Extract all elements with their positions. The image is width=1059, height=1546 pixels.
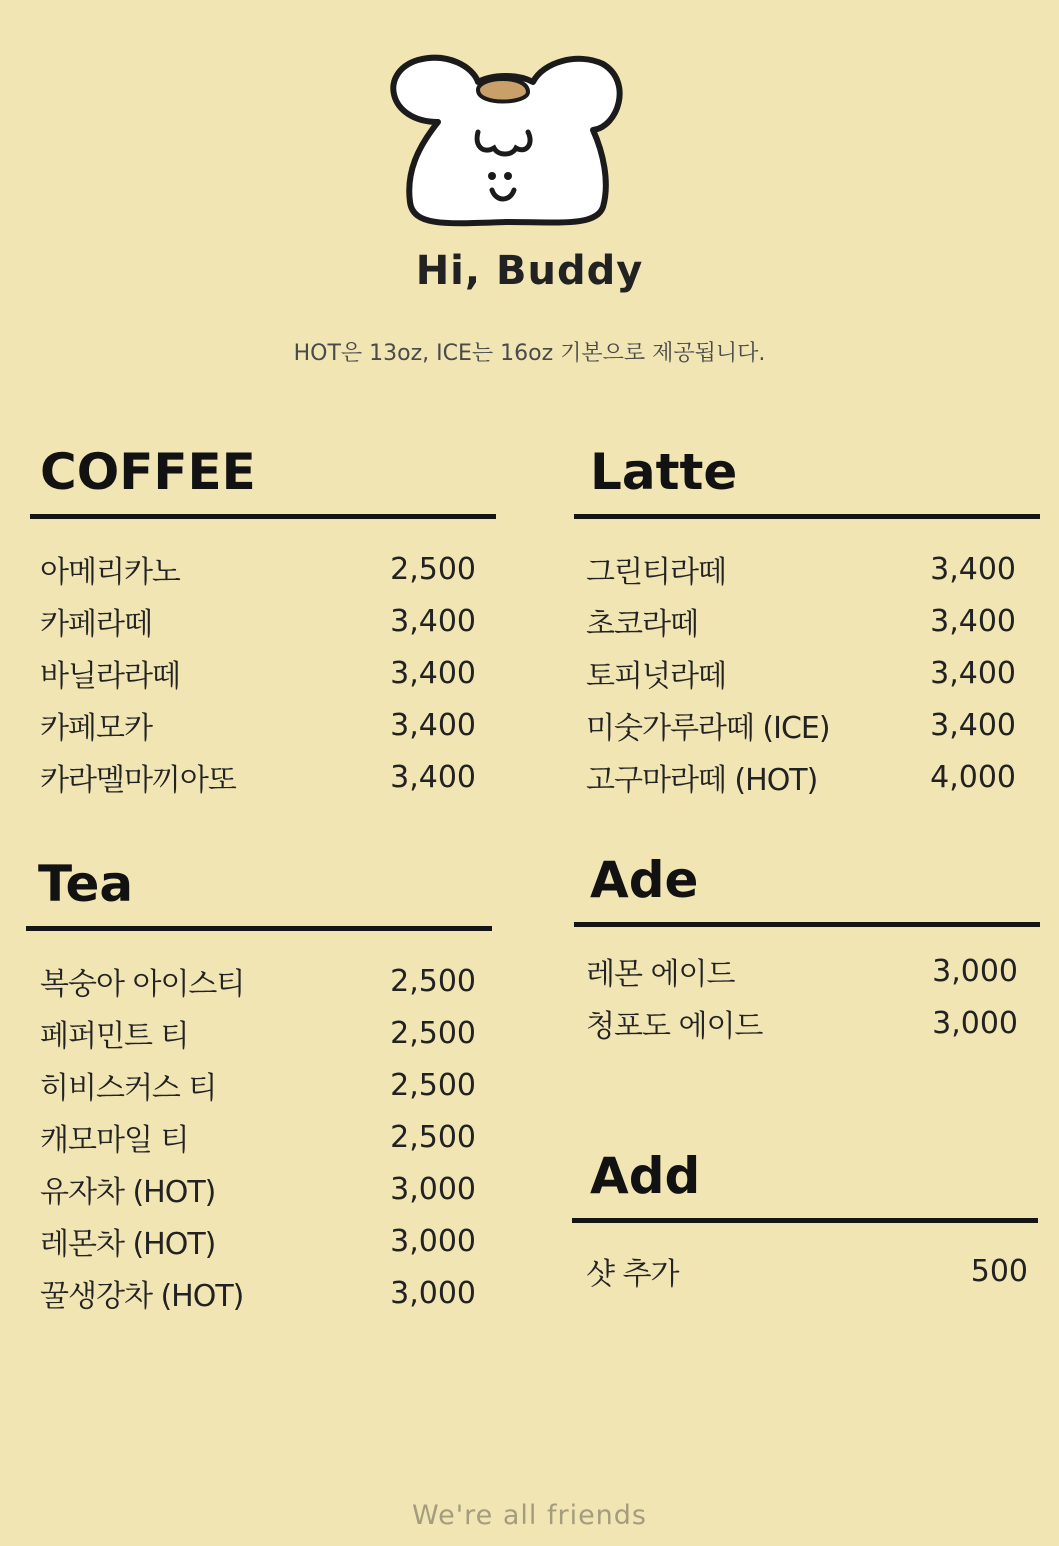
tea-divider: [26, 926, 492, 931]
add-section: [572, 1144, 1038, 1297]
size-notice: HOT은 13oz, ICE는 16oz 기본으로 제공됩니다.: [293, 341, 766, 366]
menu-item: [40, 1059, 476, 1111]
tea-item-list: [26, 955, 492, 1319]
ade-section: [574, 848, 1040, 1049]
add-divider: [572, 1218, 1038, 1223]
menu-item: [586, 595, 1016, 647]
latte-section-title: Latte: [590, 443, 738, 501]
menu-item-name: 고구마라떼 (HOT): [586, 763, 818, 798]
menu-item-name: 샷 추가: [586, 1257, 679, 1292]
menu-item: [40, 1215, 476, 1267]
menu-item-price: 2,500: [390, 963, 476, 999]
menu-item: [586, 945, 1018, 997]
footer-tagline: We're all friends: [411, 1500, 648, 1531]
menu-item-name: 카라멜마끼아또: [40, 763, 236, 798]
add-item-list: [572, 1245, 1038, 1297]
menu-item-name: 레몬 에이드: [586, 957, 735, 992]
menu-item-price: 2,500: [390, 1015, 476, 1051]
bear-logo-icon: [378, 52, 634, 234]
menu-item: [40, 1267, 476, 1319]
menu-item: [586, 997, 1018, 1049]
menu-item: [40, 595, 476, 647]
menu-item-price: 3,000: [390, 1171, 476, 1207]
menu-item: [40, 543, 476, 595]
ade-divider: [574, 922, 1040, 927]
menu-item-price: 3,400: [390, 655, 476, 691]
menu-item-name: 히비스커스 티: [40, 1071, 217, 1106]
menu-item-name: 미숫가루라떼 (ICE): [586, 711, 830, 746]
menu-item-name: 캐모마일 티: [40, 1123, 189, 1158]
ade-item-list: [574, 945, 1040, 1049]
latte-divider: [574, 514, 1040, 519]
menu-item-name: 복숭아 아이스티: [40, 967, 245, 1002]
menu-item: [40, 1111, 476, 1163]
menu-item-name: 청포도 에이드: [586, 1009, 763, 1044]
menu-item: [586, 1245, 1028, 1297]
menu-item-price: 3,000: [932, 1005, 1018, 1041]
menu-item: [586, 751, 1016, 803]
coffee-section-title: COFFEE: [40, 443, 256, 501]
menu-item: [586, 543, 1016, 595]
menu-item-name: 초코라떼: [586, 607, 698, 642]
menu-item-price: 500: [970, 1253, 1028, 1289]
menu-item: [40, 1007, 476, 1059]
menu-item-price: 2,500: [390, 1067, 476, 1103]
menu-item: [586, 647, 1016, 699]
menu-item-price: 2,500: [390, 1119, 476, 1155]
add-section-title: Add: [590, 1147, 701, 1205]
menu-item-price: 3,000: [390, 1223, 476, 1259]
coffee-divider: [30, 514, 496, 519]
menu-item-price: 3,400: [930, 707, 1016, 743]
menu-item-price: 3,400: [930, 603, 1016, 639]
menu-item-price: 3,400: [930, 655, 1016, 691]
coffee-item-list: [30, 543, 496, 803]
menu-item-price: 3,400: [930, 551, 1016, 587]
menu-item-name: 토피넛라떼: [586, 659, 726, 694]
tea-section: [26, 852, 492, 1319]
menu-item-name: 페퍼민트 티: [40, 1019, 189, 1054]
menu-item-name: 카페라떼: [40, 607, 152, 642]
menu-item-name: 그린티라떼: [586, 555, 726, 590]
menu-item-price: 2,500: [390, 551, 476, 587]
menu-item-name: 꿀생강차 (HOT): [40, 1279, 244, 1314]
menu-item-price: 4,000: [930, 759, 1016, 795]
menu-item-price: 3,000: [390, 1275, 476, 1311]
menu-item: [40, 699, 476, 751]
menu-item-name: 카페모카: [40, 711, 152, 746]
menu-item: [586, 699, 1016, 751]
menu-item-name: 바닐라라떼: [40, 659, 180, 694]
menu-item: [40, 1163, 476, 1215]
brand-title: Hi, Buddy: [415, 248, 644, 294]
menu-item-price: 3,400: [390, 759, 476, 795]
ade-section-title: Ade: [590, 851, 699, 909]
menu-item: [40, 751, 476, 803]
menu-item-name: 레몬차 (HOT): [40, 1227, 216, 1262]
latte-section: [574, 440, 1040, 803]
menu-item: [40, 955, 476, 1007]
menu-item-price: 3,400: [390, 603, 476, 639]
tea-section-title: Tea: [38, 855, 134, 913]
menu-item-name: 유자차 (HOT): [40, 1175, 216, 1210]
latte-item-list: [574, 543, 1040, 803]
menu-item-price: 3,000: [932, 953, 1018, 989]
menu-item-name: 아메리카노: [40, 555, 180, 590]
coffee-section: [30, 440, 496, 803]
menu-item: [40, 647, 476, 699]
menu-item-price: 3,400: [390, 707, 476, 743]
